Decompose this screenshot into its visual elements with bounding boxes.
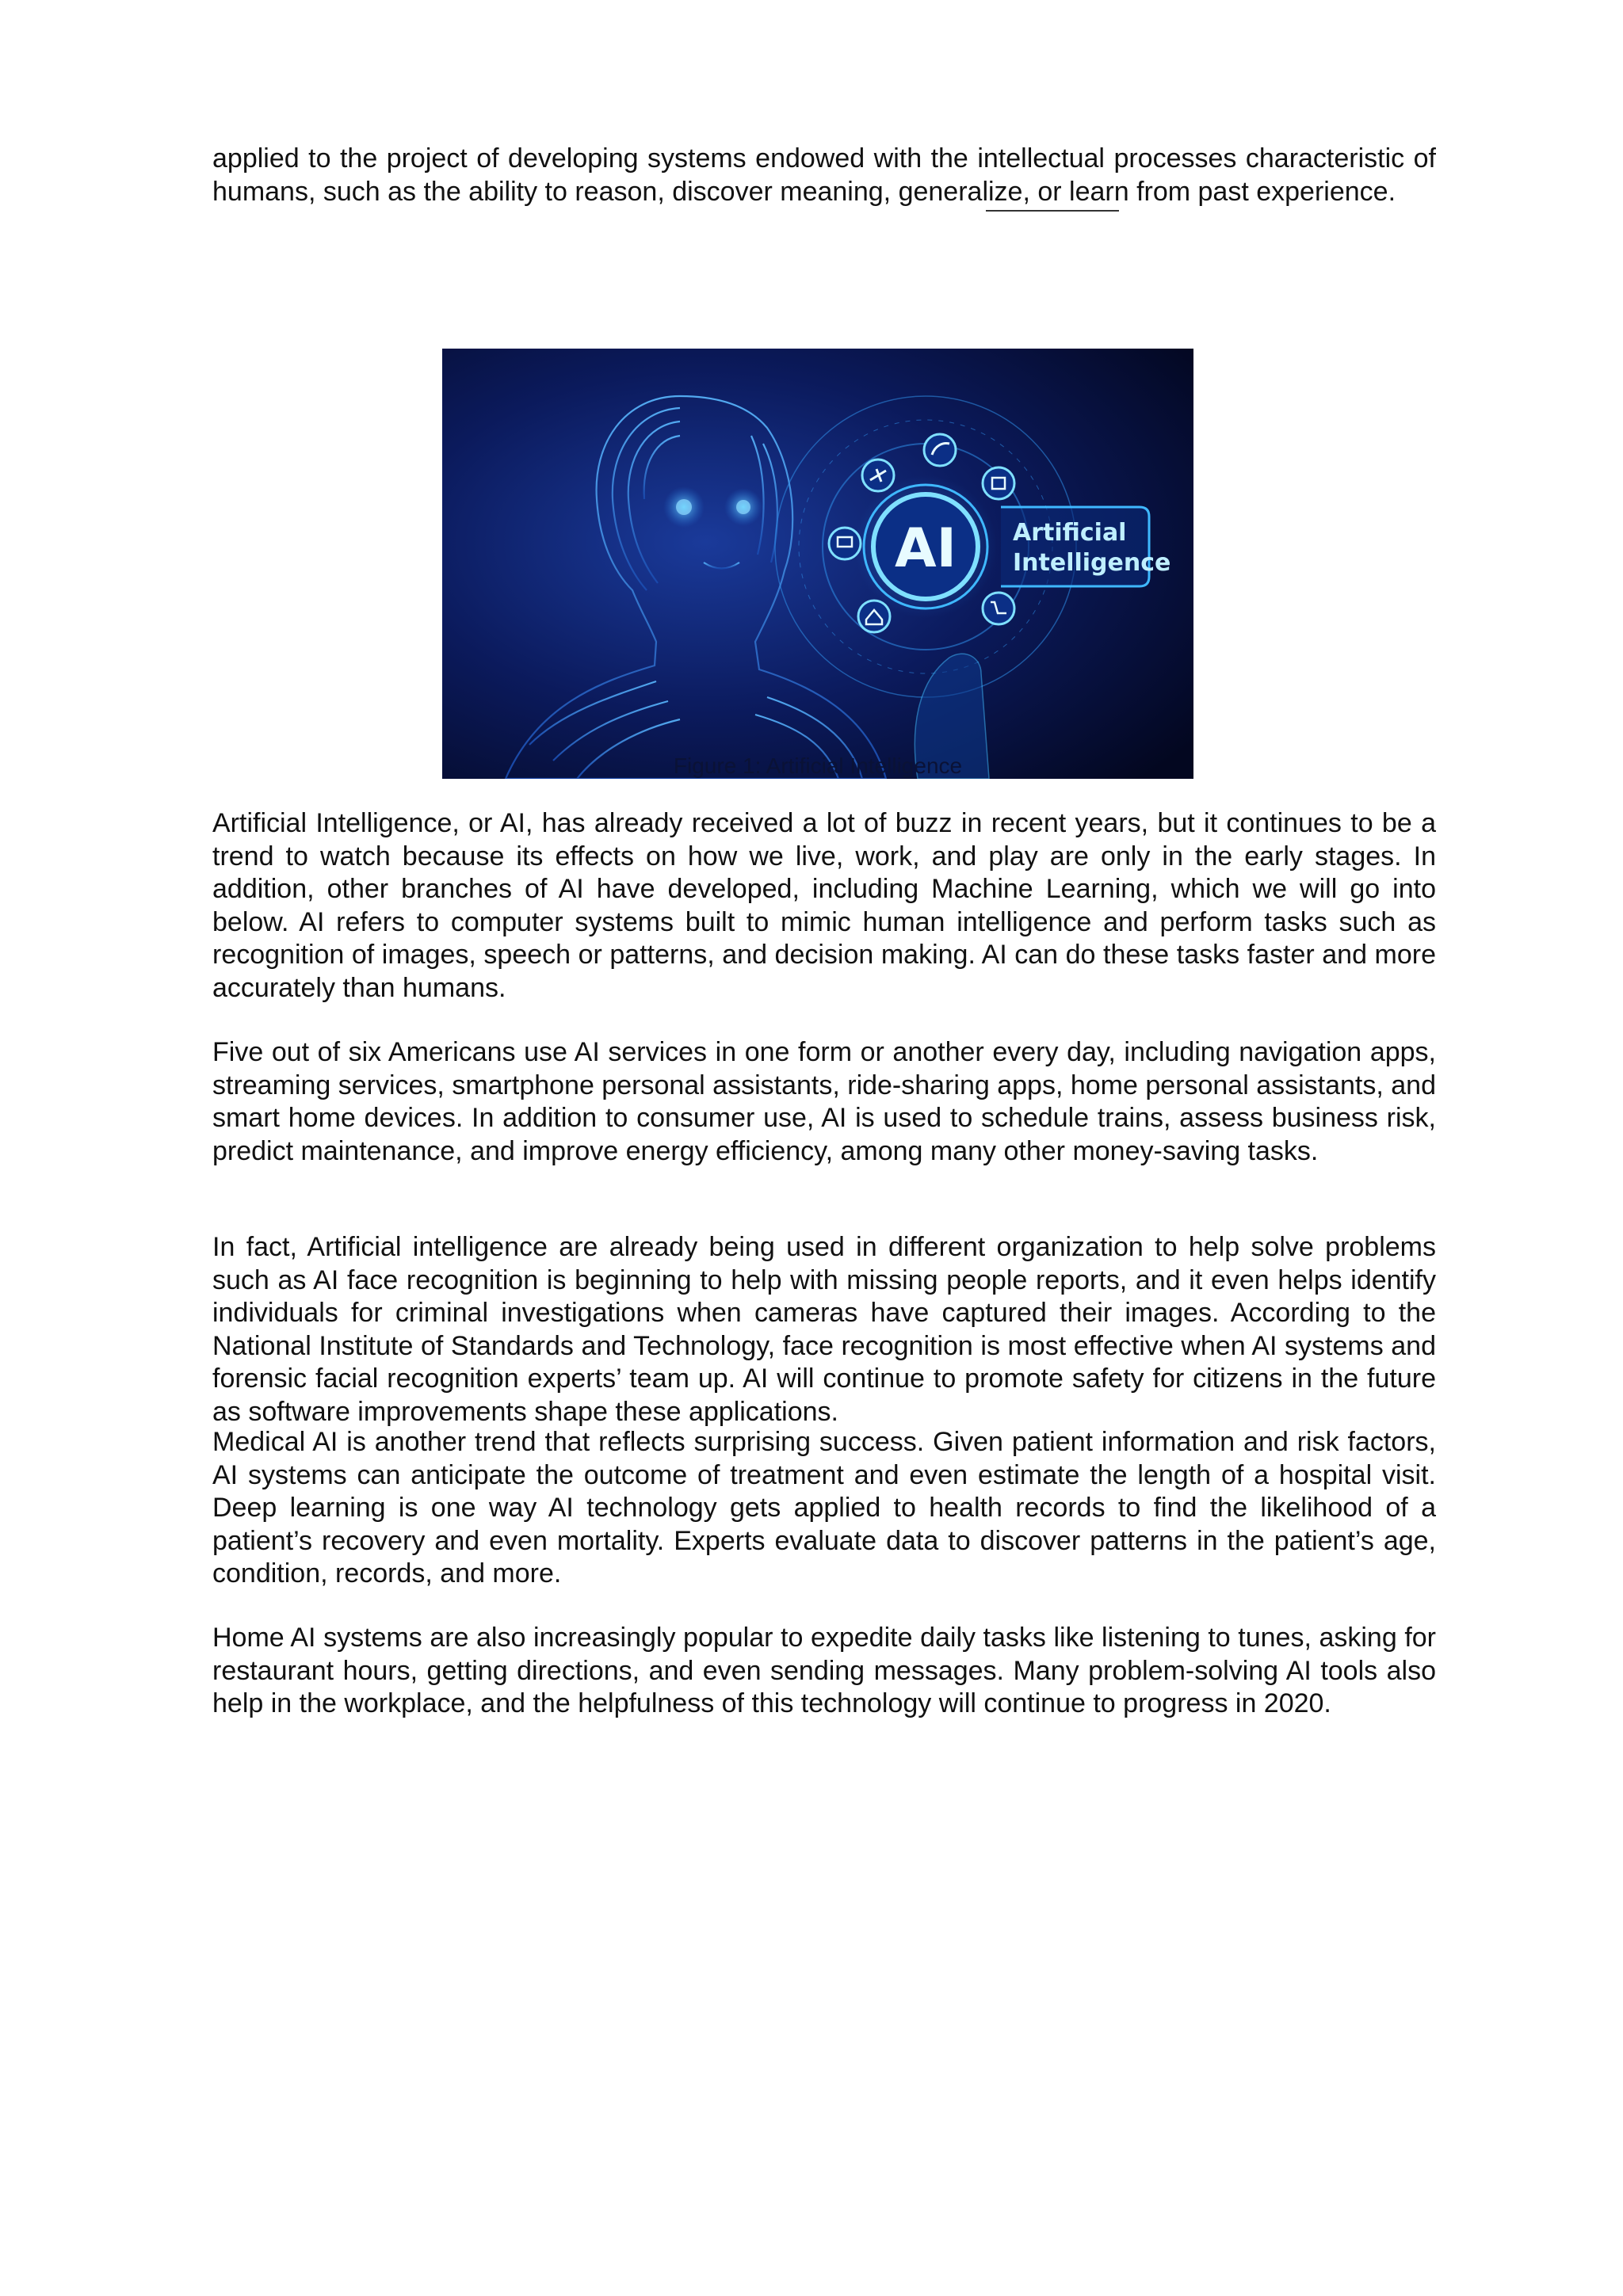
figure-caption: Figure 1: Artificial Intelligence [673, 753, 963, 778]
paragraph-face-recognition: In fact, Artificial intelligence are already being used in different organization to help solve problems such as AI face recognition is beginning to help with missing people reports, and it even helps identify individuals for criminal investigations when cameras have captured their images. According to the National Institute of Standards and Technology, face recognition is most effective when AI systems and forensic facial recognition experts’ team up. AI will continue to promote safety for citizens in the future as software improvements shape these applications. [212, 1232, 1436, 1427]
cart-icon [983, 593, 1014, 624]
label-line-2: Intelligence [1013, 549, 1171, 577]
ai-illustration [442, 349, 1193, 779]
ai-badge-text: AI [895, 517, 957, 580]
figure-ai-image [442, 349, 1193, 779]
airplane-icon [862, 460, 894, 491]
label-line-1: Artificial [1013, 519, 1127, 547]
robot-icon [983, 467, 1014, 499]
home-icon [858, 601, 890, 632]
artificial-intelligence-label [1001, 507, 1170, 586]
laptop-icon [829, 528, 861, 559]
paragraph-medical-ai: Medical AI is another trend that reflects surprising success. Given patient information and risk factors, AI systems can anticipate the outcome of treatment and even estimate the length of a hospital visit. Deep learning is one way AI technology gets applied to health records to find the likelihood of a patient’s recovery and even mortality. Experts evaluate data to discover patterns in the patient’s age, condition, records, and more. [212, 1427, 1436, 1589]
paragraph-ai-trend: Artificial Intelligence, or AI, has already received a lot of buzz in recent years, but it continues to be a trend to watch because its effects on how we live, work, and play are only in the early stages. In addition, other branches of AI have developed, including Machine Learning, which we will go into below. AI refers to computer systems built to mimic human intelligence and perform tasks such as recognition of images, speech or patterns, and decision making. AI can do these tasks faster and more accurately than humans. [212, 808, 1436, 1003]
paragraph-home-ai: Home AI systems are also increasingly popular to expedite daily tasks like listening to tunes, asking for restaurant hours, getting directions, and even sending messages. Many problem-solving AI tools also help in the workplace, and the helpfulness of this technology will continue to progress in 2020. [212, 1623, 1436, 1718]
text-underline-mark [986, 210, 1119, 212]
satellite-dish-icon [924, 434, 956, 466]
paragraph-intro: applied to the project of developing systems endowed with the intellectual processes characteristic of humans, such as the ability to reason, discover meaning, generalize, or learn from past experience. [212, 143, 1436, 207]
paragraph-americans-use: Five out of six Americans use AI services in one form or another every day, including navigation apps, streaming services, smartphone personal assistants, ride-sharing apps, home personal assistants, and smart home devices. In addition to consumer use, AI is used to schedule trains, assess business risk, predict maintenance, and improve energy efficiency, among many other money-saving tasks. [212, 1037, 1436, 1166]
ai-badge [854, 475, 997, 618]
